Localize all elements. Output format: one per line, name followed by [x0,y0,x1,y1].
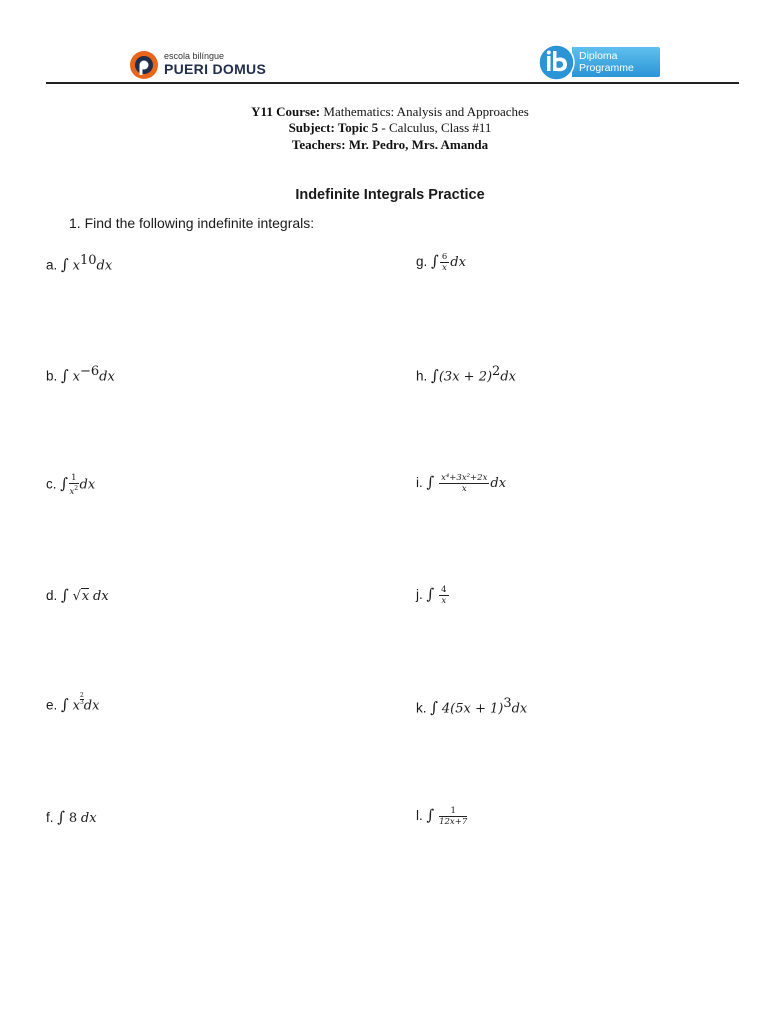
question-prompt: 1. Find the following indefinite integrals: [69,215,315,231]
denominator: x [441,596,447,606]
fraction [440,252,449,273]
item-e [46,693,99,714]
integral-sign: ∫ [426,806,435,825]
constant: 8 [68,811,78,826]
ib-banner [572,47,660,77]
pueri-domus-logo-icon [129,50,159,80]
course-label: Y11 Course: [251,104,321,119]
item-f [46,808,97,826]
fraction [439,806,467,827]
differential: dx [490,476,507,492]
ib-line-1: Diploma [579,50,618,62]
integral-sign: ∫ [60,474,69,493]
base-expression: (3x + 2) [438,369,493,385]
item-i-label: i. [416,475,423,491]
item-k [416,696,527,717]
integral-sign: ∫ [61,366,69,385]
denominator: 12x+7 [439,817,468,827]
fraction [439,585,448,606]
sqrt-icon: √ [72,589,81,604]
exponent-numerator: 2 [79,692,84,699]
item-c [46,473,95,497]
numerator: 6 [441,252,448,262]
variable: x [72,698,80,714]
item-g [416,252,466,273]
numerator: 4 [441,585,447,595]
differential: dx [80,811,97,826]
school-tagline: escola bilíngue [164,51,225,61]
item-c-label: c. [46,476,57,492]
variable: x [72,258,80,274]
teachers-line [0,137,768,153]
numerator: 1 [71,473,77,483]
item-e-label: e. [46,697,58,713]
differential: dx [79,477,96,493]
exponent: 2 [492,364,501,379]
item-h [416,364,516,385]
subject-label: Subject: Topic 5 [288,120,379,135]
differential: dx [93,589,109,604]
differential: dx [450,255,466,271]
denominator [69,484,78,497]
exponent-denominator: 3 [79,699,84,706]
differential: dx [96,258,113,274]
worksheet-title: Indefinite Integrals Practice [295,187,485,203]
item-j-label: j. [416,587,423,603]
subject-line [0,120,768,136]
item-l-label: l. [416,808,423,824]
integral-sign: ∫ [431,366,439,385]
integral-sign: ∫ [61,586,69,604]
item-a [46,253,112,274]
fraction [69,473,78,497]
item-l [416,806,468,827]
ib-diploma-logo [538,44,662,81]
teachers-label: Teachers: Mr. Pedro, Mrs. Amanda [291,137,489,152]
item-b-label: b. [46,368,58,384]
item-k-label: k. [416,700,427,716]
integral-sign: ∫ [426,473,435,492]
variable: x [69,486,75,497]
integral-sign: ∫ [61,255,69,274]
exponent: 10 [79,253,97,268]
item-a-label: a. [46,257,58,273]
numerator: x⁴+3x²+2x [441,473,488,483]
item-i [416,473,506,494]
item-h-label: h. [416,368,428,384]
radicand: x [81,589,90,604]
integral-sign: ∫ [57,808,66,826]
ib-line-2: Programme [579,62,634,74]
integral-sign: ∫ [430,698,439,717]
school-name: PUERI DOMUS [164,61,267,77]
exponent: 2 [74,485,79,492]
item-j [416,585,450,606]
differential: dx [500,369,516,385]
subject-value: - Calculus, Class #11 [378,120,492,135]
differential: dx [99,369,115,385]
denominator: x [461,484,467,494]
item-f-label: f. [46,810,54,825]
fraction [439,473,489,494]
item-d [46,586,109,604]
variable: x [72,369,80,385]
differential: dx [83,698,100,714]
item-g-label: g. [416,254,428,270]
course-line [0,104,768,120]
course-value: Mathematics: Analysis and Approaches [323,104,529,119]
integral-sign: ∫ [431,252,439,271]
numerator: 1 [439,806,467,817]
integral-sign: ∫ [426,585,435,604]
denominator: x [442,263,447,273]
item-b [46,364,115,385]
exponent: 3 [503,696,512,711]
ib-logo-icon [538,44,575,81]
base-expression: 4(5x + 1) [441,701,504,717]
header-divider [46,82,739,84]
integral-sign: ∫ [61,695,69,714]
pueri-domus-logo [129,50,279,80]
exponent: −6 [79,364,100,379]
item-d-label: d. [46,588,58,603]
differential: dx [511,701,528,717]
